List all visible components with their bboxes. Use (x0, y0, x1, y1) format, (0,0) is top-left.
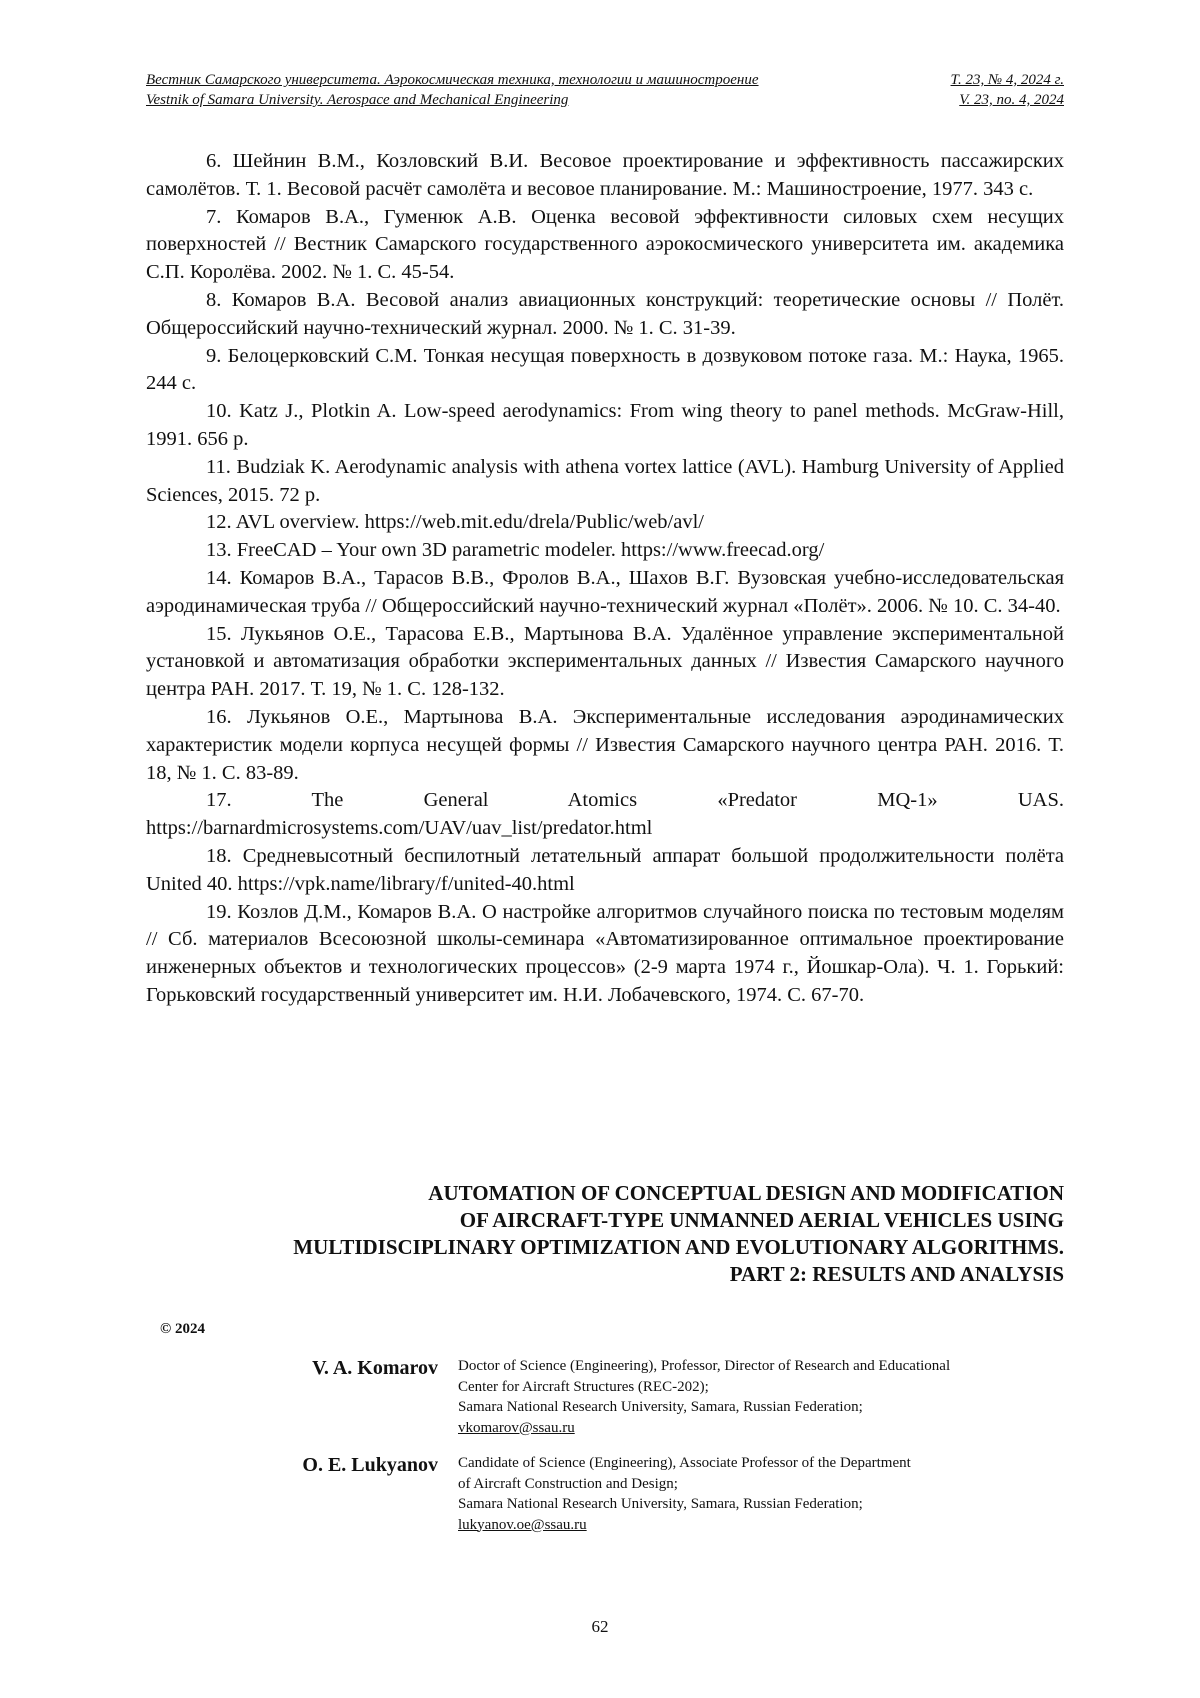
author-name: V. A. Komarov (312, 1357, 438, 1379)
reference-list (146, 148, 1064, 1010)
copyright: © 2024 (160, 1321, 205, 1337)
title-line: PART 2: RESULTS AND ANALYSIS (729, 1262, 1064, 1286)
title-line: OF AIRCRAFT-TYPE UNMANNED AERIAL VEHICLES USING (459, 1208, 1064, 1232)
reference-item: 14. Комаров В.А., Тарасов В.В., Фролов В.А., Шахов В.Г. Вузовская учебно-исследовательская аэродинамическая труба // Общероссийский научно-технический журнал «Полёт». 2006. № 10. С. 34-40. (146, 566, 1064, 617)
reference-item: 15. Лукьянов О.Е., Тарасова Е.В., Мартынова В.А. Удалённое управление экспериментальной установкой и автоматизация обработки экспериментальных данных // Известия Самарского научного центра РАН. 2017. Т. 19, № 1. С. 128-132. (146, 622, 1064, 701)
running-header (146, 70, 1064, 110)
reference-item: 11. Budziak K. Aerodynamic analysis with athena vortex lattice (AVL). Hamburg University of Applied Sciences, 2015. 72 p. (146, 455, 1064, 506)
reference-item: 16. Лукьянов О.Е., Мартынова В.А. Экспериментальные исследования аэродинамических характеристик модели корпуса несущей формы // Известия Самарского научного центра РАН. 2016. Т. 18, № 1. С. 83-89. (146, 705, 1064, 784)
volume-en: V. 23, no. 4, 2024 (959, 92, 1064, 108)
article-title (146, 1180, 1064, 1288)
author-name: O. E. Lukyanov (302, 1454, 438, 1476)
volume-ru: Т. 23, № 4, 2024 г. (950, 72, 1064, 88)
author-email-link[interactable]: vkomarov@ssau.ru (458, 1419, 575, 1436)
affiliation-line: Samara National Research University, Samara, Russian Federation; (458, 1496, 863, 1512)
page-number: 62 (591, 1617, 609, 1636)
affiliation-line: Samara National Research University, Samara, Russian Federation; (458, 1399, 863, 1415)
journal-title-en: Vestnik of Samara University. Aerospace and Mechanical Engineering (146, 92, 569, 108)
affiliation-line: Candidate of Science (Engineering), Associate Professor of the Department (458, 1455, 911, 1471)
author-block (240, 1453, 1070, 1535)
reference-item: 7. Комаров В.А., Гуменюк А.В. Оценка весовой эффективности силовых схем несущих поверхностей // Вестник Самарского государственного аэрокосмического университета им. академика С.П. Королёва. 2002. № 1. С. 45-54. (146, 205, 1064, 284)
author-affiliation (458, 1356, 1058, 1438)
reference-item: 13. FreeCAD – Your own 3D parametric modeler. https://www.freecad.org/ (206, 539, 825, 562)
reference-item: 19. Козлов Д.М., Комаров В.А. О настройке алгоритмов случайного поиска по тестовым моделям // Сб. материалов Всесоюзной школы-семинара «Автоматизированное оптимальное проектирование инженерных объектов и технологических процессов» (2-9 марта 1974 г., Йошкар-Ола). Ч. 1. Горький: Горьковский государственный университет им. Н.И. Лобачевского, 1974. С. 67-70. (146, 900, 1064, 1006)
reference-item: 8. Комаров В.А. Весовой анализ авиационных конструкций: теоретические основы // Полёт. Общероссийский научно-технический журнал. 2000. № 1. С. 31-39. (146, 288, 1064, 339)
affiliation-line: Center for Aircraft Structures (REC-202); (458, 1378, 709, 1395)
journal-title-ru: Вестник Самарского университета. Аэрокосмическая техника, технологии и машиностроение (146, 72, 759, 88)
affiliation-line: of Aircraft Construction and Design; (458, 1475, 678, 1492)
title-line: MULTIDISCIPLINARY OPTIMIZATION AND EVOLUTIONARY ALGORITHMS. (293, 1235, 1064, 1259)
header-row-en (146, 90, 1064, 110)
reference-item: 12. AVL overview. https://web.mit.edu/drela/Public/web/avl/ (206, 511, 704, 534)
title-line: AUTOMATION OF CONCEPTUAL DESIGN AND MODIFICATION (428, 1181, 1064, 1205)
reference-item: 18. Средневысотный беспилотный летательный аппарат большой продолжительности полёта United 40. https://vpk.name/library/f/united-40.html (146, 844, 1064, 895)
reference-item: 10. Katz J., Plotkin A. Low-speed aerodynamics: From wing theory to panel methods. McGraw-Hill, 1991. 656 p. (146, 400, 1064, 450)
author-email-link[interactable]: lukyanov.oe@ssau.ru (458, 1516, 587, 1533)
reference-item: 9. Белоцерковский С.М. Тонкая несущая поверхность в дозвуковом потоке газа. М.: Наука, 1965. 244 с. (146, 344, 1064, 395)
affiliation-line: Doctor of Science (Engineering), Professor, Director of Research and Educational (458, 1358, 951, 1374)
header-row-ru (146, 70, 1064, 90)
reference-item: 17. The General Atomics «Predator MQ-1» UAS. https://barnardmicrosystems.com/UAV/uav_list/predator.html (146, 789, 1064, 840)
author-block (240, 1356, 1070, 1438)
reference-item: 6. Шейнин В.М., Козловский В.И. Весовое проектирование и эффективность пассажирских самолётов. Т. 1. Весовой расчёт самолёта и весовое планирование. М.: Машиностроение, 1977. 343 с. (146, 150, 1064, 200)
author-affiliation (458, 1453, 1058, 1535)
